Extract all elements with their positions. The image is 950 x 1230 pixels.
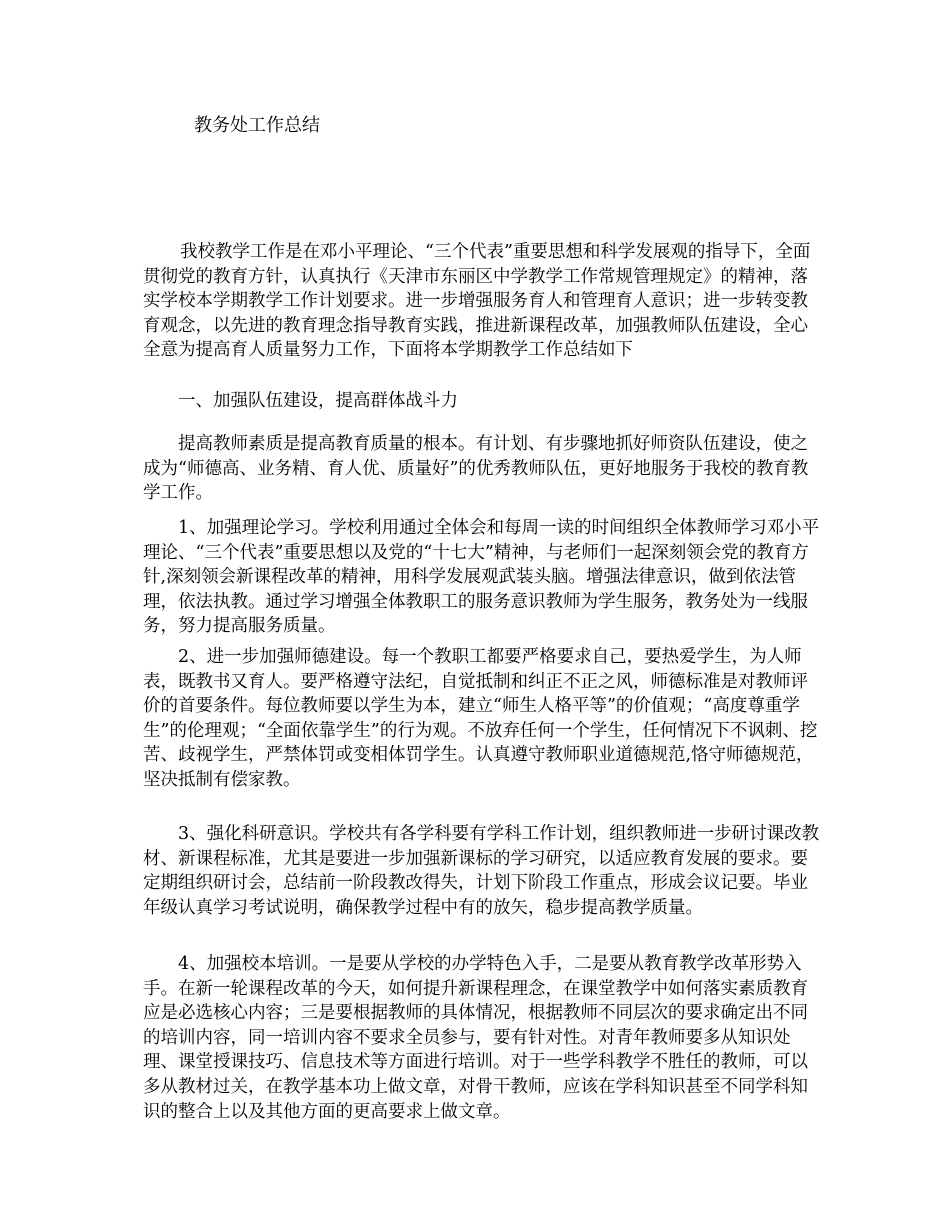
paragraph-ethics: 2、进一步加强师德建设。每一个教职工都要严格要求自己，要热爱学生，为人师表，既教书又育人。要严格遵守法纪，自觉抵制和纠正不正之风，师德标准是对教师评价的首要条件。每位教师要以学生为本，建立“师生人格平等”的价值观；“高度尊重学生”的伦理观；“全面依靠学生”的行为观。不放弃任何一个学生，任何情况下不讽刺、挖苦、歧视学生，严禁体罚或变相体罚学生。认真遵守教师职业道德规范,恪守师德规范，坚决抵制有偿家教。	[143, 647, 818, 790]
intro-paragraph: 我校教学工作是在邓小平理论、“三个代表”重要思想和科学发展观的指导下，全面贯彻党的教育方针，认真执行《天津市东丽区中学教学工作常规管理规定》的精神，落实学校本学期教学工作计划要求。进一步增强服务育人和管理育人意识；进一步转变教育观念，以先进的教育理念指导教育实践，推进新课程改革，加强教师队伍建设，全心全意为提高育人质量努力工作，下面将本学期教学工作总结如下	[143, 242, 811, 361]
paragraph-research: 3、强化科研意识。学校共有各学科要有学科工作计划，组织教师进一步研讨课改教材、新课程标准，尤其是要进一步加强新课标的学习研究，以适应教育发展的要求。要定期组织研讨会，总结前一阶段教改得失，计划下阶段工作重点，形成会议记要。毕业年级认真学习考试说明，确保教学过程中有的放矢，稳步提高教学质量。	[143, 824, 820, 918]
paragraph-teacher-quality: 提高教师素质是提高教育质量的根本。有计划、有步骤地抓好师资队伍建设，使之成为“师德高、业务精、育人优、质量好”的优秀教师队伍，更好地服务于我校的教育教学工作。	[143, 434, 809, 504]
paragraph-theory-study: 1、加强理论学习。学校利用通过全体会和每周一读的时间组织全体教师学习邓小平理论、“三个代表”重要思想以及党的“十七大”精神，与老师们一起深刻领会党的教育方针,深刻领会新课程改革的精神，用科学发展观武装头脑。增强法律意识，做到依法管理，依法执教。通过学习增强全体教职工的服务意识教师为学生服务，教务处为一线服务，努力提高服务质量。	[143, 518, 820, 637]
document-title: 教务处工作总结	[194, 115, 320, 136]
paragraph-training: 4、加强校本培训。一是要从学校的办学特色入手，二是要从教育教学改革形势入手。在新一轮课程改革的今天，如何提升新课程理念，在课堂教学中如何落实素质教育应是必选核心内容；三是要根据教师的具体情况，根据教师不同层次的要求确定出不同的培训内容，同一培训内容不要求全员参与，要有针对性。对青年教师要多从知识处理、课堂授课技巧、信息技术等方面进行培训。对于一些学科教学不胜任的教师，可以多从教材过关，在教学基本功上做文章，对骨干教师，应该在学科知识甚至不同学科知识的整合上以及其他方面的更高要求上做文章。	[143, 954, 808, 1122]
section-heading-1: 一、加强队伍建设，提高群体战斗力	[178, 391, 458, 411]
